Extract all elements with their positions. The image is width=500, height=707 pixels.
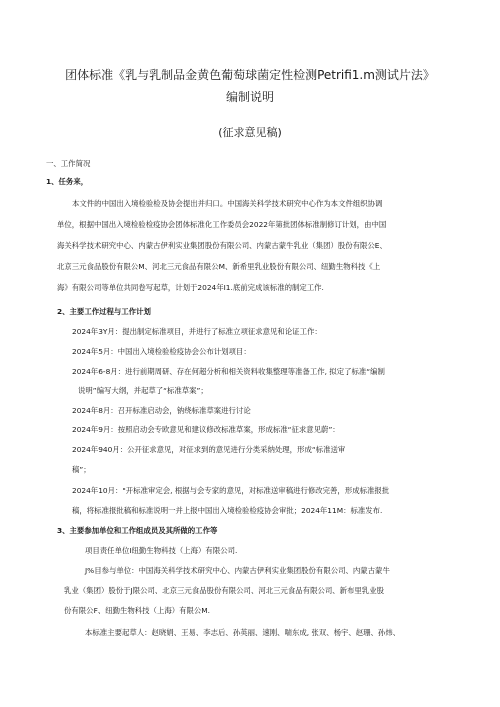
- section-heading-work-overview: 一、工作简况: [46, 159, 91, 168]
- drafters-line: 本标准主要起草人：赵晓娟、王易、李志后、孙英丽、速刚、喘东成, 张双、杨宇、赵珊、孙炜、: [85, 628, 401, 637]
- process-item: 2024年9月：按照启动会专欧意见和建议修改标准草案，形成标准“征求意见蔚”：: [72, 425, 340, 434]
- draft-status: (征求意见稿): [218, 126, 282, 139]
- process-item: 2024年8月：召开标准启动会，钠绕标准草案进行讨论: [72, 406, 251, 415]
- document-title: 团体标准《乳与乳制品金黄色葡萄球菌定性检测Petrifi1.m测试片法》: [65, 68, 435, 82]
- participants-line: 项目责任单位I纽勤生物科技（上海）有限公司.: [85, 546, 238, 555]
- document-subtitle: 编制说明: [225, 90, 274, 104]
- process-item: 2024年10月："开标准审定会, 根据与会专家的意见，对标准送审稿进行修改完善，形成标准报批: [72, 486, 390, 495]
- subsection-task-source: 1、任务来，: [46, 177, 89, 186]
- process-item: 2024年5月：中国出入境检验检疫协会公布计划项目：: [72, 347, 251, 356]
- paragraph-line: 本文件的中国出入境检验检及协会提出并归口。中国海关科学技术研究中心作为本文件组织协调: [72, 199, 383, 208]
- process-item: 2024年3Y月：提出制定标准项目，并进行了标准立项征求意见和论证工作：: [72, 327, 322, 336]
- participants-line: 乳业（集团）股份于J限公司、北京三元食品股份有限公司、河北三元食品有限公司、新布里乳业股: [64, 586, 384, 595]
- paragraph-line: 海关科学技术研究中心、内蒙古伊利实业集团股份有限公司、内蒙古蒙牛乳业（集团）股份有限公E、: [57, 241, 387, 250]
- paragraph-line: 海》有限公司等单位共同卷写起草，计划于2024年I1.底前完成该标准的制定工作.: [57, 283, 324, 292]
- process-item-continued: 稿”；: [72, 465, 91, 474]
- participants-line: 份有限公F、纽勤生物科技（上海）有限公M.: [64, 606, 211, 615]
- process-item: 2024年940月：公开征求意见，对征求到的意见进行分类采纳处理，形成“标准送审: [72, 445, 346, 454]
- process-item-continued: 说明”编写大纲，并起草了“标准草案”；: [78, 386, 208, 395]
- process-item: 2024年6-8月：进行前期周研、存在何超分析和相关资料收集整理等准备工作, 拟定了标准“编制: [72, 367, 385, 376]
- process-item-continued: 稿，将标准报批稿和标准说明一并上报中国出入境检验检疫协会审批；2024年11M：标准发布.: [72, 506, 383, 515]
- participants-line: J%目参与单位：中国海关科学技术研究中心、内蒙古伊利实业集团股份有限公司、内蒙古蒙牛: [85, 566, 390, 575]
- subsection-participants: 3、主要参加单位和工作组成员及其所做的工作等: [57, 526, 218, 535]
- subsection-work-process: 2、主要工作过程与工作计划: [57, 307, 151, 316]
- paragraph-line: 单位，根据中国出入境检验检疫协会团体标准化工作委员会2022年第批团体标准制修订计划，由中国: [57, 220, 387, 229]
- paragraph-line: 北京三元食品股份有限公M、河北三元食品有限公M、新希里乳业股份有限公司、纽勤生物科技《上: [57, 262, 381, 271]
